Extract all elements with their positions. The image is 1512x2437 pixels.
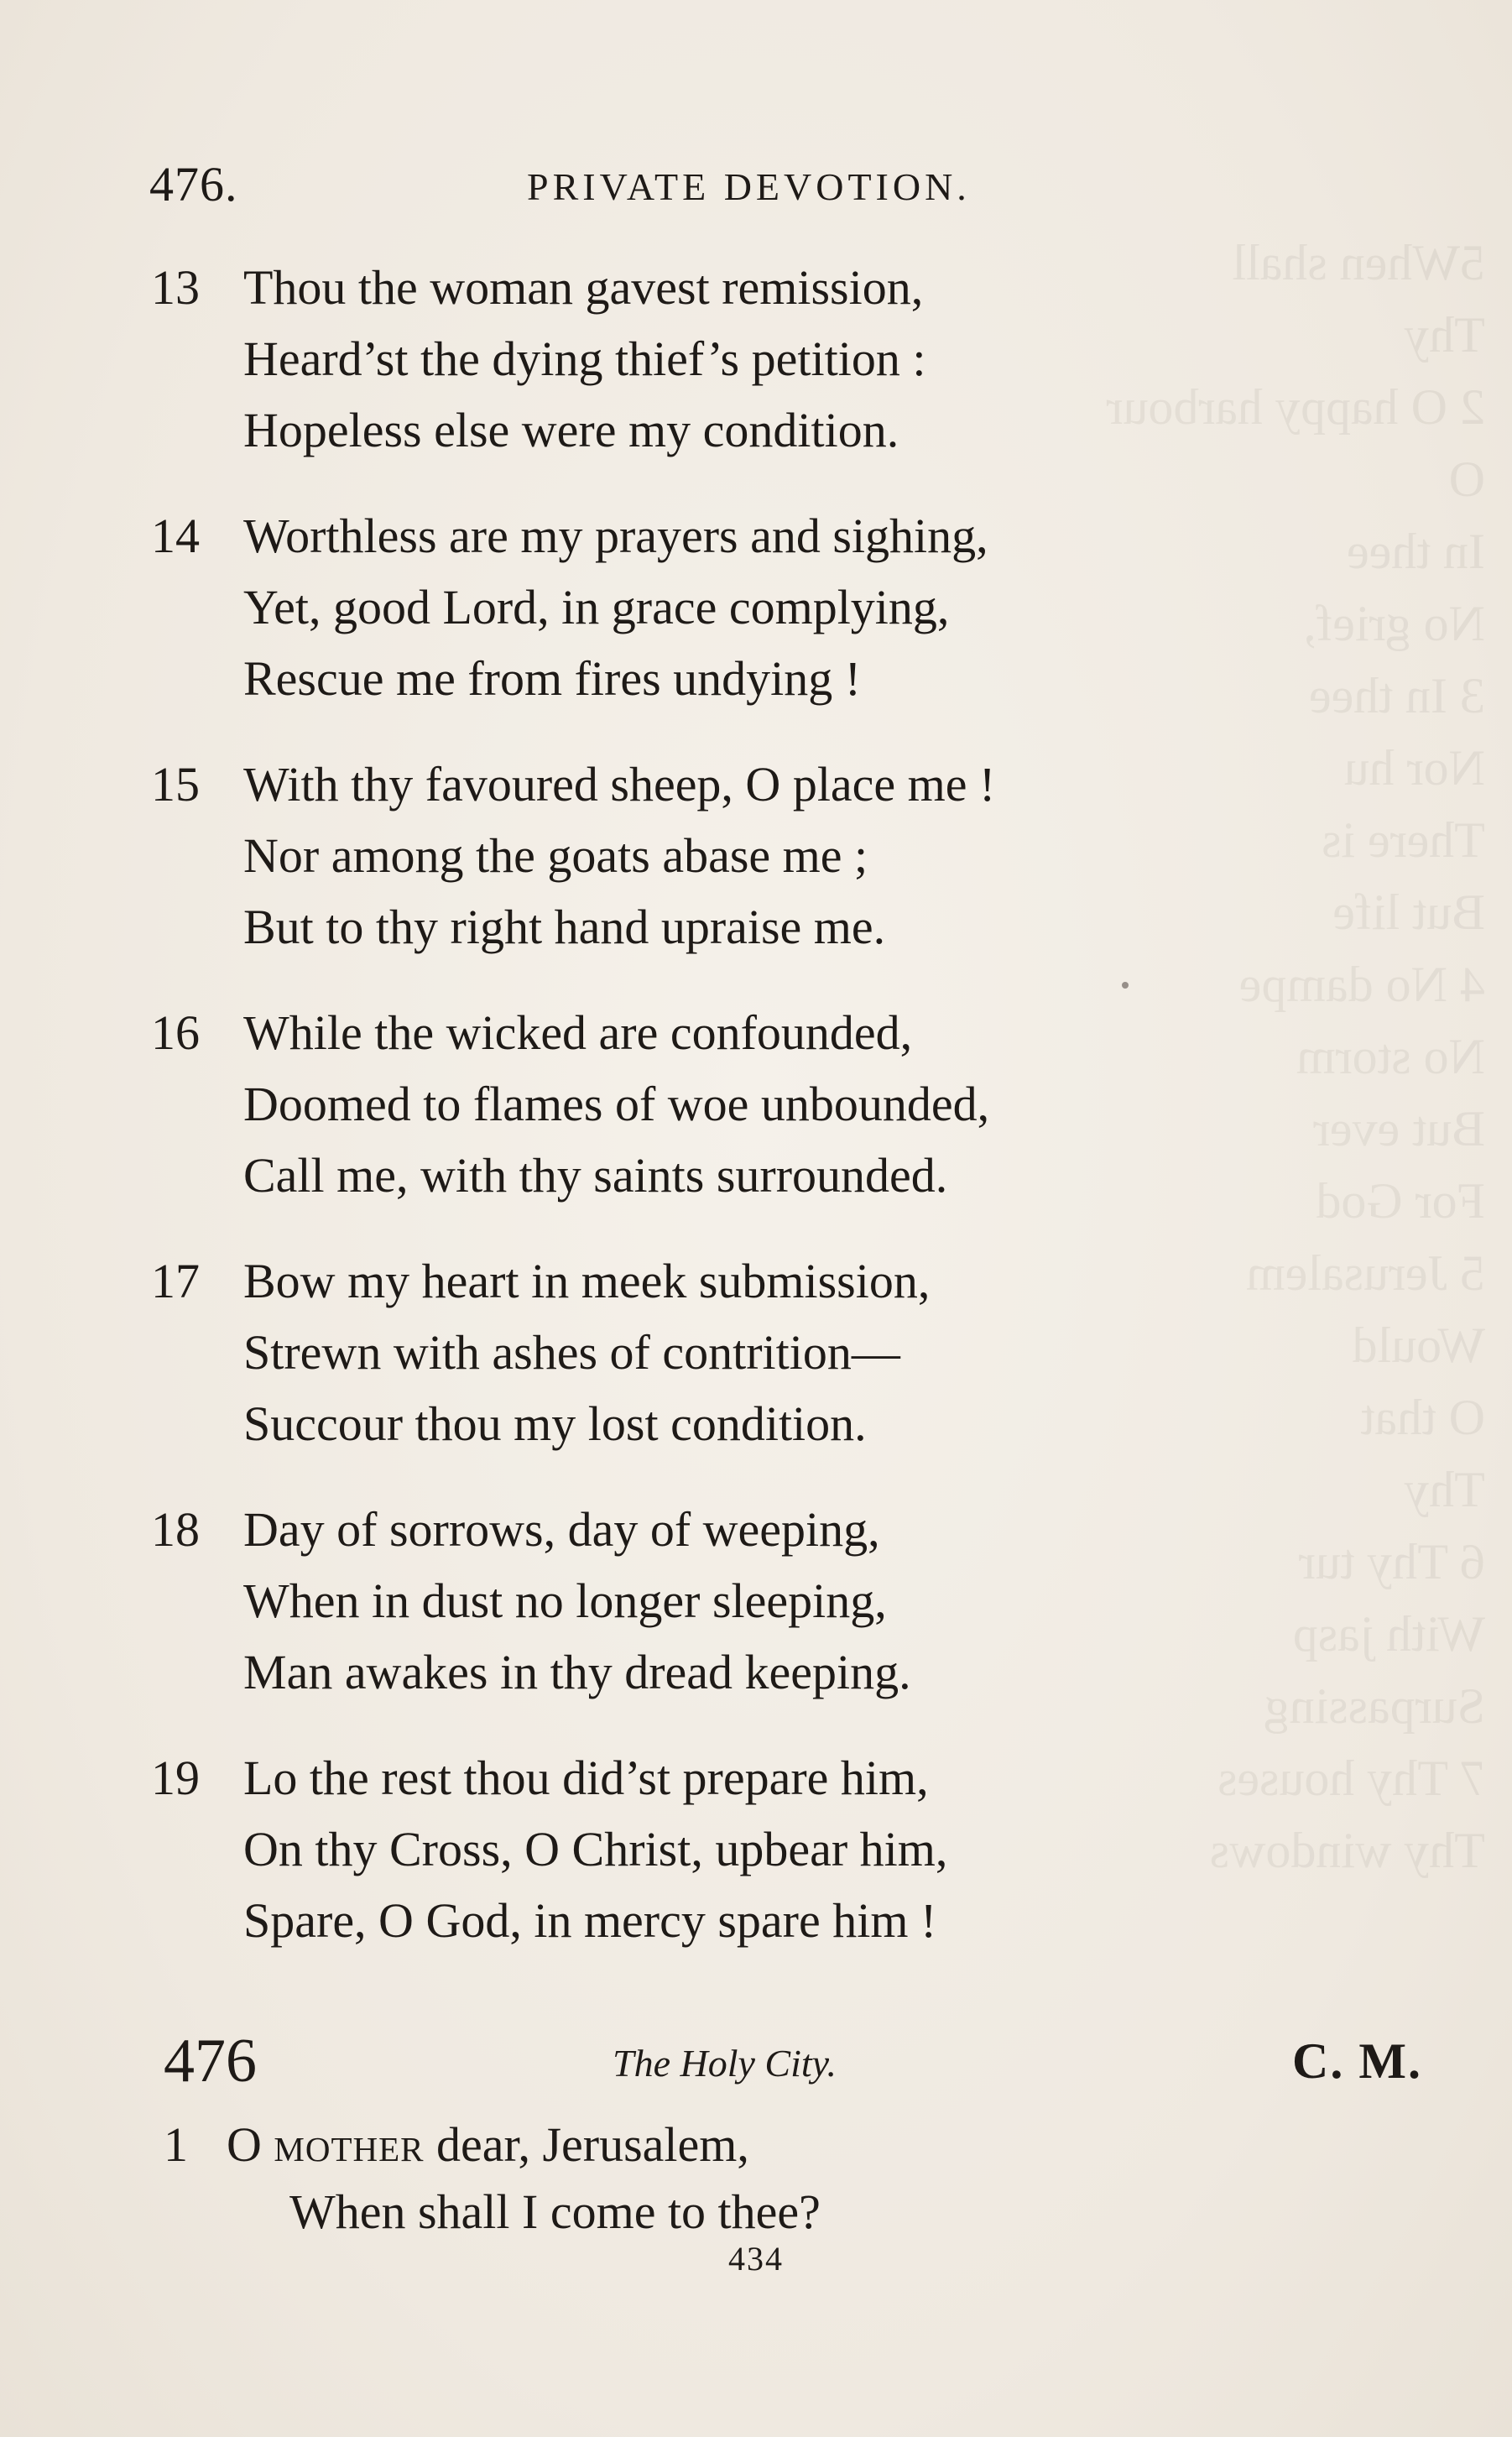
verse-line: Day of sorrows, day of weeping, <box>243 1502 880 1557</box>
verse-line: While the wicked are confounded, <box>243 1005 913 1060</box>
verse-line: Call me, with thy saints surrounded. <box>243 1148 948 1203</box>
verse-line: Yet, good Lord, in grace complying, <box>243 580 950 634</box>
verse-number: 18 <box>151 1502 200 1557</box>
running-title: PRIVATE DEVOTION. <box>527 165 971 208</box>
verse-line: Succour thou my lost condition. <box>243 1396 867 1451</box>
hymn-title: The Holy City. <box>613 2042 837 2085</box>
verse-number: 14 <box>151 509 200 563</box>
verse-line: Nor among the goats abase me ; <box>243 828 868 883</box>
verse-line: Bow my heart in meek submission, <box>243 1254 931 1308</box>
verse-14 <box>151 500 1242 714</box>
verse-number: 17 <box>151 1254 200 1308</box>
folio-number: 434 <box>728 2240 784 2278</box>
verse-number: 13 <box>151 260 200 315</box>
verse-line: Thou the woman gavest remission, <box>243 260 924 315</box>
verse-19 <box>151 1742 1242 1956</box>
verse-line <box>227 2111 749 2179</box>
hymn-meter: C. M. <box>1292 2033 1422 2089</box>
verse-line: But to thy right hand upraise me. <box>243 900 886 954</box>
verse-line: Heard’st the dying thief’s petition : <box>243 331 926 386</box>
verse-16 <box>151 997 1242 1211</box>
verse-line: Lo the rest thou did’st prepare him, <box>243 1751 929 1805</box>
verse-list <box>151 252 1242 1991</box>
show-through-text: 5When shall Thy 2 O happy harbour O In thee No grief, 3 In thee Nor hu There is But life 4 No dampe No storm But ever For God 5 Jerusalem Would O that Thy 6 Thy tur With jasp Surpassing 7 Thy houses Thy windows <box>1106 235 1485 1878</box>
line-start: O <box>227 2117 274 2172</box>
verse-line: Spare, O God, in mercy spare him ! <box>243 1893 937 1948</box>
verse-line: Strewn with ashes of contrition— <box>243 1325 900 1380</box>
verse-number: 15 <box>151 757 200 811</box>
verse-line: With thy favoured sheep, O place me ! <box>243 757 996 811</box>
verse-17 <box>151 1245 1242 1459</box>
verse-line: Doomed to flames of woe unbounded, <box>243 1077 990 1131</box>
verse-15 <box>151 749 1242 963</box>
verse-line: Hopeless else were my condition. <box>243 403 899 457</box>
verse-line: Rescue me from fires undying ! <box>243 651 862 706</box>
verse-number: 19 <box>151 1751 200 1805</box>
line-rest: dear, Jerusalem, <box>424 2117 749 2172</box>
running-header <box>149 156 1039 223</box>
verse-number: 1 <box>164 2117 188 2172</box>
verse-13 <box>151 252 1242 466</box>
verse-line: When in dust no longer sleeping, <box>243 1573 887 1628</box>
verse-line: On thy Cross, O Christ, upbear him, <box>243 1822 948 1876</box>
page-number: 476. <box>149 157 238 211</box>
verse-line: When shall I come to thee? <box>289 2184 821 2239</box>
verse-line: Worthless are my prayers and sighing, <box>243 509 988 563</box>
hymn-heading <box>164 2027 1422 2098</box>
verse-number: 16 <box>151 1005 200 1060</box>
verse-18 <box>151 1494 1242 1708</box>
small-caps-word: mother <box>274 2117 425 2172</box>
hymn-number: 476 <box>164 2027 257 2095</box>
verse-line: Man awakes in thy dread keeping. <box>243 1645 911 1699</box>
